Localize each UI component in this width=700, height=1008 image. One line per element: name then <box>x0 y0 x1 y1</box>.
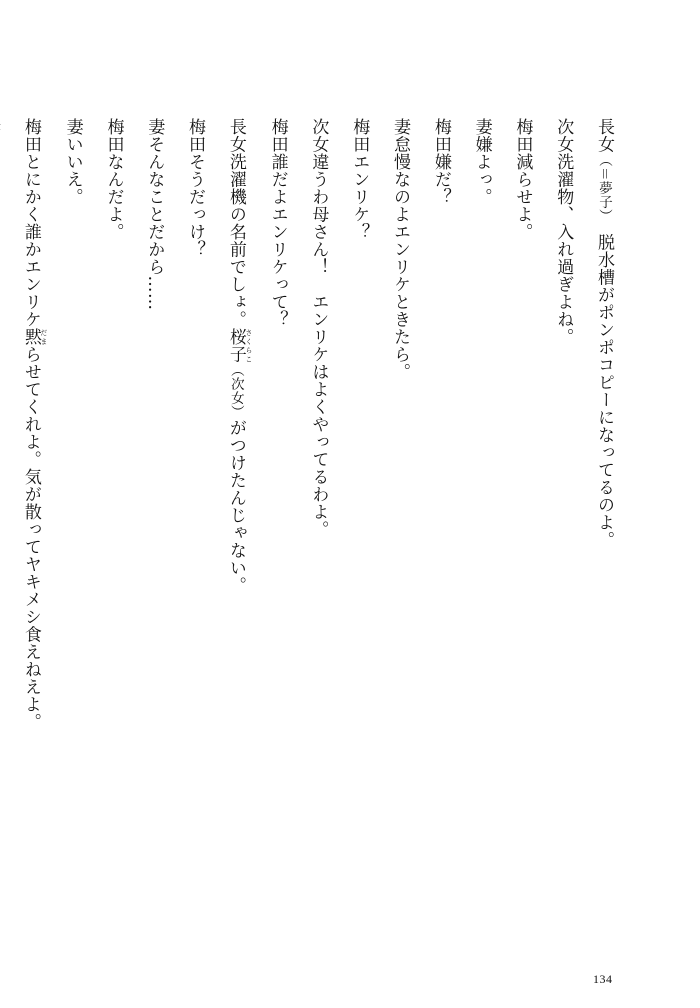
dialogue-text: とにかく誰かエンリケ <box>20 153 41 328</box>
ruby-word <box>225 328 253 363</box>
script-line <box>170 118 211 758</box>
dialogue-text: 嫌だ？ <box>430 153 451 206</box>
script-line <box>416 118 457 758</box>
script-line <box>211 118 253 758</box>
dialogue-text: 誰だよエンリケって？ <box>267 153 288 328</box>
speaker-name: 妻 <box>62 118 83 136</box>
speaker-name: 妻 <box>390 118 411 136</box>
speaker-name: 次女 <box>553 118 574 153</box>
script-line <box>579 118 620 758</box>
dialogue-text: 怠慢なのよエンリケときたら。 <box>390 135 411 381</box>
dialogue-text: そんなことだから…… <box>144 135 165 311</box>
dialogue-text: エンリケ？ <box>349 153 370 241</box>
dialogue-text: なんだよ。 <box>103 153 124 241</box>
ruby-reading: さくらこ <box>244 328 253 363</box>
stage-annotation: （＝夢子） <box>596 153 612 217</box>
script-body <box>20 118 620 758</box>
script-line <box>253 118 294 758</box>
ruby-base: 黙 <box>20 328 41 346</box>
dialogue-text: 洗濯機の名前でしょ。 <box>225 153 246 328</box>
speaker-name: 次女 <box>308 118 329 153</box>
dialogue-text: 違うわ母さん！ エンリケはよくやってるわよ。 <box>308 153 329 538</box>
script-line <box>457 118 498 758</box>
dialogue-text: そうだっけ？ <box>185 153 206 258</box>
speaker-name: 梅田 <box>267 118 288 153</box>
dialogue-text: 嫌よっ。 <box>471 135 492 206</box>
stage-annotation: （次女） <box>227 363 244 419</box>
script-line <box>375 118 416 758</box>
dialogue-text: いいえ。 <box>62 135 83 206</box>
script-line <box>48 118 89 758</box>
speaker-name: 妻 <box>144 118 165 136</box>
speaker-name: 梅田 <box>512 118 533 153</box>
speaker-name: 長女 <box>594 118 614 153</box>
dialogue-text: 脱水槽がポンポコピーになってるのよ。 <box>594 233 614 549</box>
dialogue-text: 洗濯物、入れ過ぎよね。 <box>553 153 574 346</box>
script-line <box>89 118 130 758</box>
speaker-name: 長女 <box>225 118 246 153</box>
speaker-name: 梅田 <box>103 118 124 153</box>
script-line <box>498 118 539 758</box>
ruby-reading: だま <box>39 328 48 346</box>
dialogue-text: がつけたんじゃない。 <box>225 419 246 594</box>
script-line <box>538 118 579 758</box>
script-line <box>129 118 170 758</box>
dialogue-text: らせてくれよ。気が散ってヤキメシ食えねえよ。 <box>20 345 41 731</box>
ruby-word <box>20 328 48 346</box>
speaker-name: 梅田 <box>185 118 206 153</box>
page-number: 134 <box>593 972 613 986</box>
speaker-name: 梅田 <box>349 118 370 153</box>
speaker-name <box>0 118 6 136</box>
speaker-name: 梅田 <box>20 118 41 153</box>
script-line <box>334 118 375 758</box>
script-line <box>294 118 335 758</box>
dialogue-text: 減らせよ。 <box>512 153 533 241</box>
speaker-name: 梅田 <box>430 118 451 153</box>
speaker-name: 妻 <box>471 118 492 136</box>
script-line <box>6 118 48 758</box>
ruby-base: 桜子 <box>225 328 246 363</box>
